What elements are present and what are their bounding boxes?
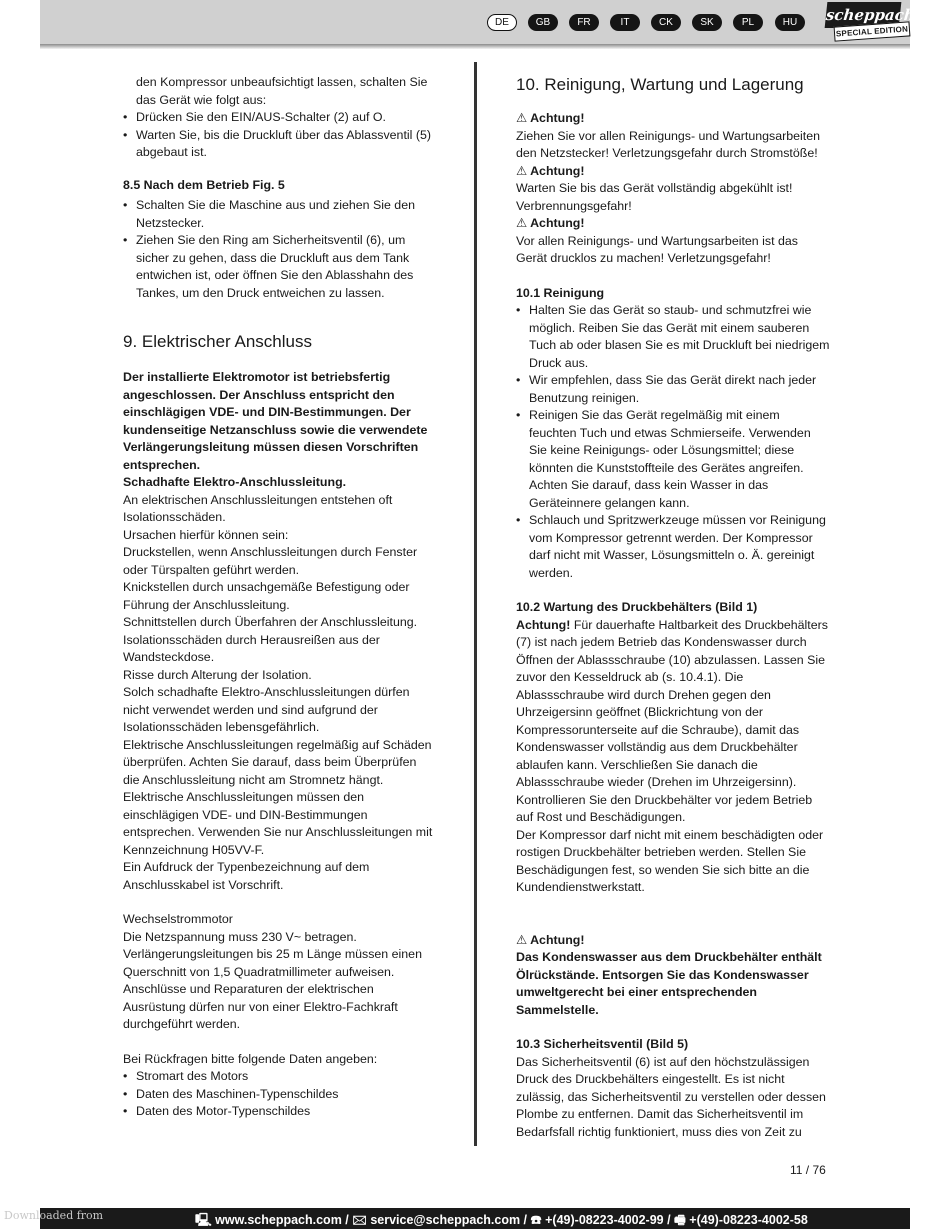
list-item: • Reinigen Sie das Gerät regelmäßig mit einem feuchten Tuch und etwas Schmierseife. Verwenden Sie keine Reinigungs- oder Lösungsmittel; diese könnten die Kunststoffteile des Gerätes angreifen. Achten Sie darauf, dass kein Wasser in das Geräteinnere gelangen kann. bbox=[516, 407, 830, 512]
right-column bbox=[516, 74, 830, 1141]
warning-icon: ⚠ bbox=[516, 163, 528, 178]
body-paragraph: Elektrische Anschlussleitungen müssen den einschlägigen VDE- und DIN-Bestimmungen entsprechen. Verwenden Sie nur Anschlussleitungen mit Kennzeichnung H05VV-F. bbox=[123, 790, 433, 857]
body-paragraph: Die Netzspannung muss 230 V~ betragen. bbox=[123, 929, 357, 944]
section-10-heading: 10. Reinigung, Wartung und Lagerung bbox=[516, 75, 804, 94]
header-shadow bbox=[40, 44, 910, 49]
body-paragraph: An elektrischen Anschlussleitungen entstehen oft Isolationsschäden. bbox=[123, 492, 393, 524]
logo-special-edition: SPECIAL EDITION bbox=[834, 21, 911, 41]
body-paragraph: Knickstellen durch unsachgemäße Befestigung oder Führung der Anschlussleitung. bbox=[123, 580, 410, 612]
body-paragraph: Druckstellen, wenn Anschlussleitungen durch Fenster oder Türspalten geführt werden. bbox=[123, 545, 418, 577]
intro-text: den Kompressor unbeaufsichtigt lassen, schalten Sie das Gerät wie folgt aus: bbox=[136, 75, 428, 107]
lang-pl-tab[interactable]: PL bbox=[733, 14, 763, 31]
intro-list bbox=[123, 109, 435, 162]
section-9-intro: Der installierte Elektromotor ist betriebsfertig angeschlossen. Der Anschluss entspricht den einschlägigen VDE- und DIN-Bestimmungen. Der kundenseitige Netzanschluss sowie die verwendete Verlängerungsleitung müssen diesen Vorschriften entsprechen. bbox=[123, 370, 428, 472]
list-item: • Ziehen Sie den Ring am Sicherheitsventil (6), um sicher zu gehen, dass die Druckluft aus dem Tank entwichen ist, oder öffnen Sie den Ablasshahn des Tankes, um den Druck entweichen zu lassen. bbox=[123, 232, 435, 302]
body-paragraph: Verlängerungsleitungen bis 25 m Länge müssen einen Querschnitt von 1,5 Quadratmillimeter aufweisen. bbox=[123, 947, 422, 979]
lang-sk-tab[interactable]: SK bbox=[692, 14, 722, 31]
warning-text: Vor allen Reinigungs- und Wartungsarbeiten ist das Gerät drucklos zu machen! Verletzungsgefahr! bbox=[516, 233, 798, 265]
lang-fr-tab[interactable]: FR bbox=[569, 14, 599, 31]
section-10-2-text2: Der Kompressor darf nicht mit einem beschädigten oder rostigen Druckbehälter betrieben werden. Stellen Sie Beschädigungen fest, so wenden Sie sich bitte an die Kundendienstwerkstatt. bbox=[516, 827, 824, 894]
contact-list bbox=[123, 1068, 435, 1121]
lang-it-tab[interactable]: IT bbox=[610, 14, 640, 31]
warning-label: ⚠ Achtung! bbox=[516, 932, 585, 947]
section-10-1-heading: 10.1 Reinigung bbox=[516, 285, 605, 300]
list-item: • Wir empfehlen, dass Sie das Gerät direkt nach jeder Benutzung reinigen. bbox=[516, 372, 830, 407]
warning-text: Ziehen Sie vor allen Reinigungs- und Wartungsarbeiten den Netzstecker! Verletzungsgefahr durch Stromstöße! bbox=[516, 128, 820, 160]
section-10-3-text: Das Sicherheitsventil (6) ist auf den höchstzulässigen Druck des Druckbehälters eingestellt. Es ist nicht zulässig, das Sicherheitsventil zu verstellen oder dessen Plombe zu entfernen. Damit das Sicherheitsventil im Bedarfsfall richtig funktioniert, muss dies von Zeit zu bbox=[516, 1054, 826, 1139]
lang-hu-tab[interactable]: HU bbox=[775, 14, 805, 31]
section-8-5-heading: 8.5 Nach dem Betrieb Fig. 5 bbox=[123, 177, 285, 192]
list-item: • Daten des Maschinen-Typenschildes bbox=[123, 1086, 435, 1104]
column-divider bbox=[474, 62, 477, 1146]
section-9-heading: 9. Elektrischer Anschluss bbox=[123, 332, 312, 351]
logo-wordmark: scheppach bbox=[825, 2, 902, 28]
section-8-5-list bbox=[123, 197, 435, 302]
footer-contact-text[interactable]: 🖳 www.scheppach.com / 🖂 service@scheppach.com / ☎ +(49)-08223-4002-99 / 🖷 +(49)-08223-4002-58 bbox=[195, 1213, 808, 1227]
section-10-1-list bbox=[516, 302, 830, 582]
body-paragraph: Ein Aufdruck der Typenbezeichnung auf dem Anschlusskabel ist Vorschrift. bbox=[123, 860, 370, 892]
ac-motor-title: Wechselstrommotor bbox=[123, 912, 233, 926]
list-item: • Schalten Sie die Maschine aus und ziehen Sie den Netzstecker. bbox=[123, 197, 435, 232]
downloaded-from-watermark: Downloaded from bbox=[4, 1209, 104, 1222]
list-item: • Daten des Motor-Typenschildes bbox=[123, 1103, 435, 1121]
body-paragraph: Schnittstellen durch Überfahren der Anschlussleitung. bbox=[123, 615, 418, 629]
lang-gb-tab[interactable]: GB bbox=[528, 14, 558, 31]
section-10-3-heading: 10.3 Sicherheitsventil (Bild 5) bbox=[516, 1037, 689, 1051]
warning-icon: ⚠ bbox=[516, 932, 528, 947]
list-item: • Halten Sie das Gerät so staub- und schmutzfrei wie möglich. Reiben Sie das Gerät mit einem sauberen Tuch ab oder blasen Sie es mit Druckluft bei niedrigem Druck aus. bbox=[516, 302, 830, 372]
section-10-2-text: Achtung! Für dauerhafte Haltbarkeit des Druckbehälters (7) ist nach jedem Betrieb das Kondenswasser durch Öffnen der Ablassschraube (10) abzulassen. Lassen Sie zuvor den Kesseldruck ab (s. 10.4.1). Die Ablassschraube wird durch Drehen gegen den Uhrzeigersinn geöffnet (Blickrichtung von der Kompressorunterseite auf die Schraube), damit das Kondenswasser vollständig aus dem Druckbehälter ablaufen kann. Verschließen Sie danach die Ablassschraube wieder (Drehen im Uhrzeigersinn). Kontrollieren Sie den Druckbehälter vor jedem Betrieb auf Rost und Beschädigungen. bbox=[516, 617, 828, 824]
warning-text: Warten Sie bis das Gerät vollständig abgekühlt ist! Verbrennungsgefahr! bbox=[516, 181, 793, 213]
body-paragraph: Ursachen hierfür können sein: bbox=[123, 527, 289, 542]
page-number: 11 / 76 bbox=[790, 1163, 826, 1177]
warning-label: ⚠ Achtung! bbox=[516, 163, 585, 178]
condensate-warning-text: Das Kondenswasser aus dem Druckbehälter enthält Ölrückstände. Entsorgen Sie das Kondenswasser umweltgerecht bei einer entsprechenden Sammelstelle. bbox=[516, 950, 822, 1017]
body-paragraph: Risse durch Alterung der Isolation. bbox=[123, 667, 312, 682]
page-footer bbox=[40, 1208, 910, 1229]
lang-de-tab[interactable]: DE bbox=[487, 14, 517, 31]
list-item: • Drücken Sie den EIN/AUS-Schalter (2) auf O. bbox=[123, 109, 435, 127]
body-paragraph: Isolationsschäden durch Herausreißen aus der Wandsteckdose. bbox=[123, 632, 380, 664]
left-column bbox=[123, 74, 435, 1121]
list-item: • Schlauch und Spritzwerkzeuge müssen vor Reinigung vom Kompressor getrennt werden. Der Kompressor darf nicht mit Wasser, Lösungsmitteln o. Ä. gereinigt werden. bbox=[516, 512, 830, 582]
warning-icon: ⚠ bbox=[516, 111, 528, 125]
list-item: • Warten Sie, bis die Druckluft über das Ablassventil (5) abgebaut ist. bbox=[123, 127, 435, 162]
body-paragraph: Solch schadhafte Elektro-Anschlussleitungen dürfen nicht verwendet werden und sind aufgrund der Isolationsschäden lebensgefährlich. bbox=[123, 685, 410, 734]
warning-label: ⚠ Achtung! bbox=[516, 216, 585, 230]
lang-ck-tab[interactable]: CK bbox=[651, 14, 681, 31]
warning-label: ⚠ Achtung! bbox=[516, 111, 585, 125]
body-paragraph: Anschlüsse und Reparaturen der elektrischen Ausrüstung dürfen nur von einer Elektro-Fachkraft durchgeführt werden. bbox=[123, 982, 398, 1031]
scheppach-logo bbox=[825, 2, 916, 42]
contact-intro: Bei Rückfragen bitte folgende Daten angeben: bbox=[123, 1051, 378, 1066]
warning-icon: ⚠ bbox=[516, 216, 528, 230]
section-10-2-heading: 10.2 Wartung des Druckbehälters (Bild 1) bbox=[516, 600, 758, 614]
section-9-subheading: Schadhafte Elektro-Anschlussleitung. bbox=[123, 475, 347, 489]
list-item: • Stromart des Motors bbox=[123, 1068, 435, 1086]
body-paragraph: Elektrische Anschlussleitungen regelmäßig auf Schäden überprüfen. Achten Sie darauf, dass beim Überprüfen die Anschlussleitung nicht am Stromnetz hängt. bbox=[123, 737, 432, 787]
